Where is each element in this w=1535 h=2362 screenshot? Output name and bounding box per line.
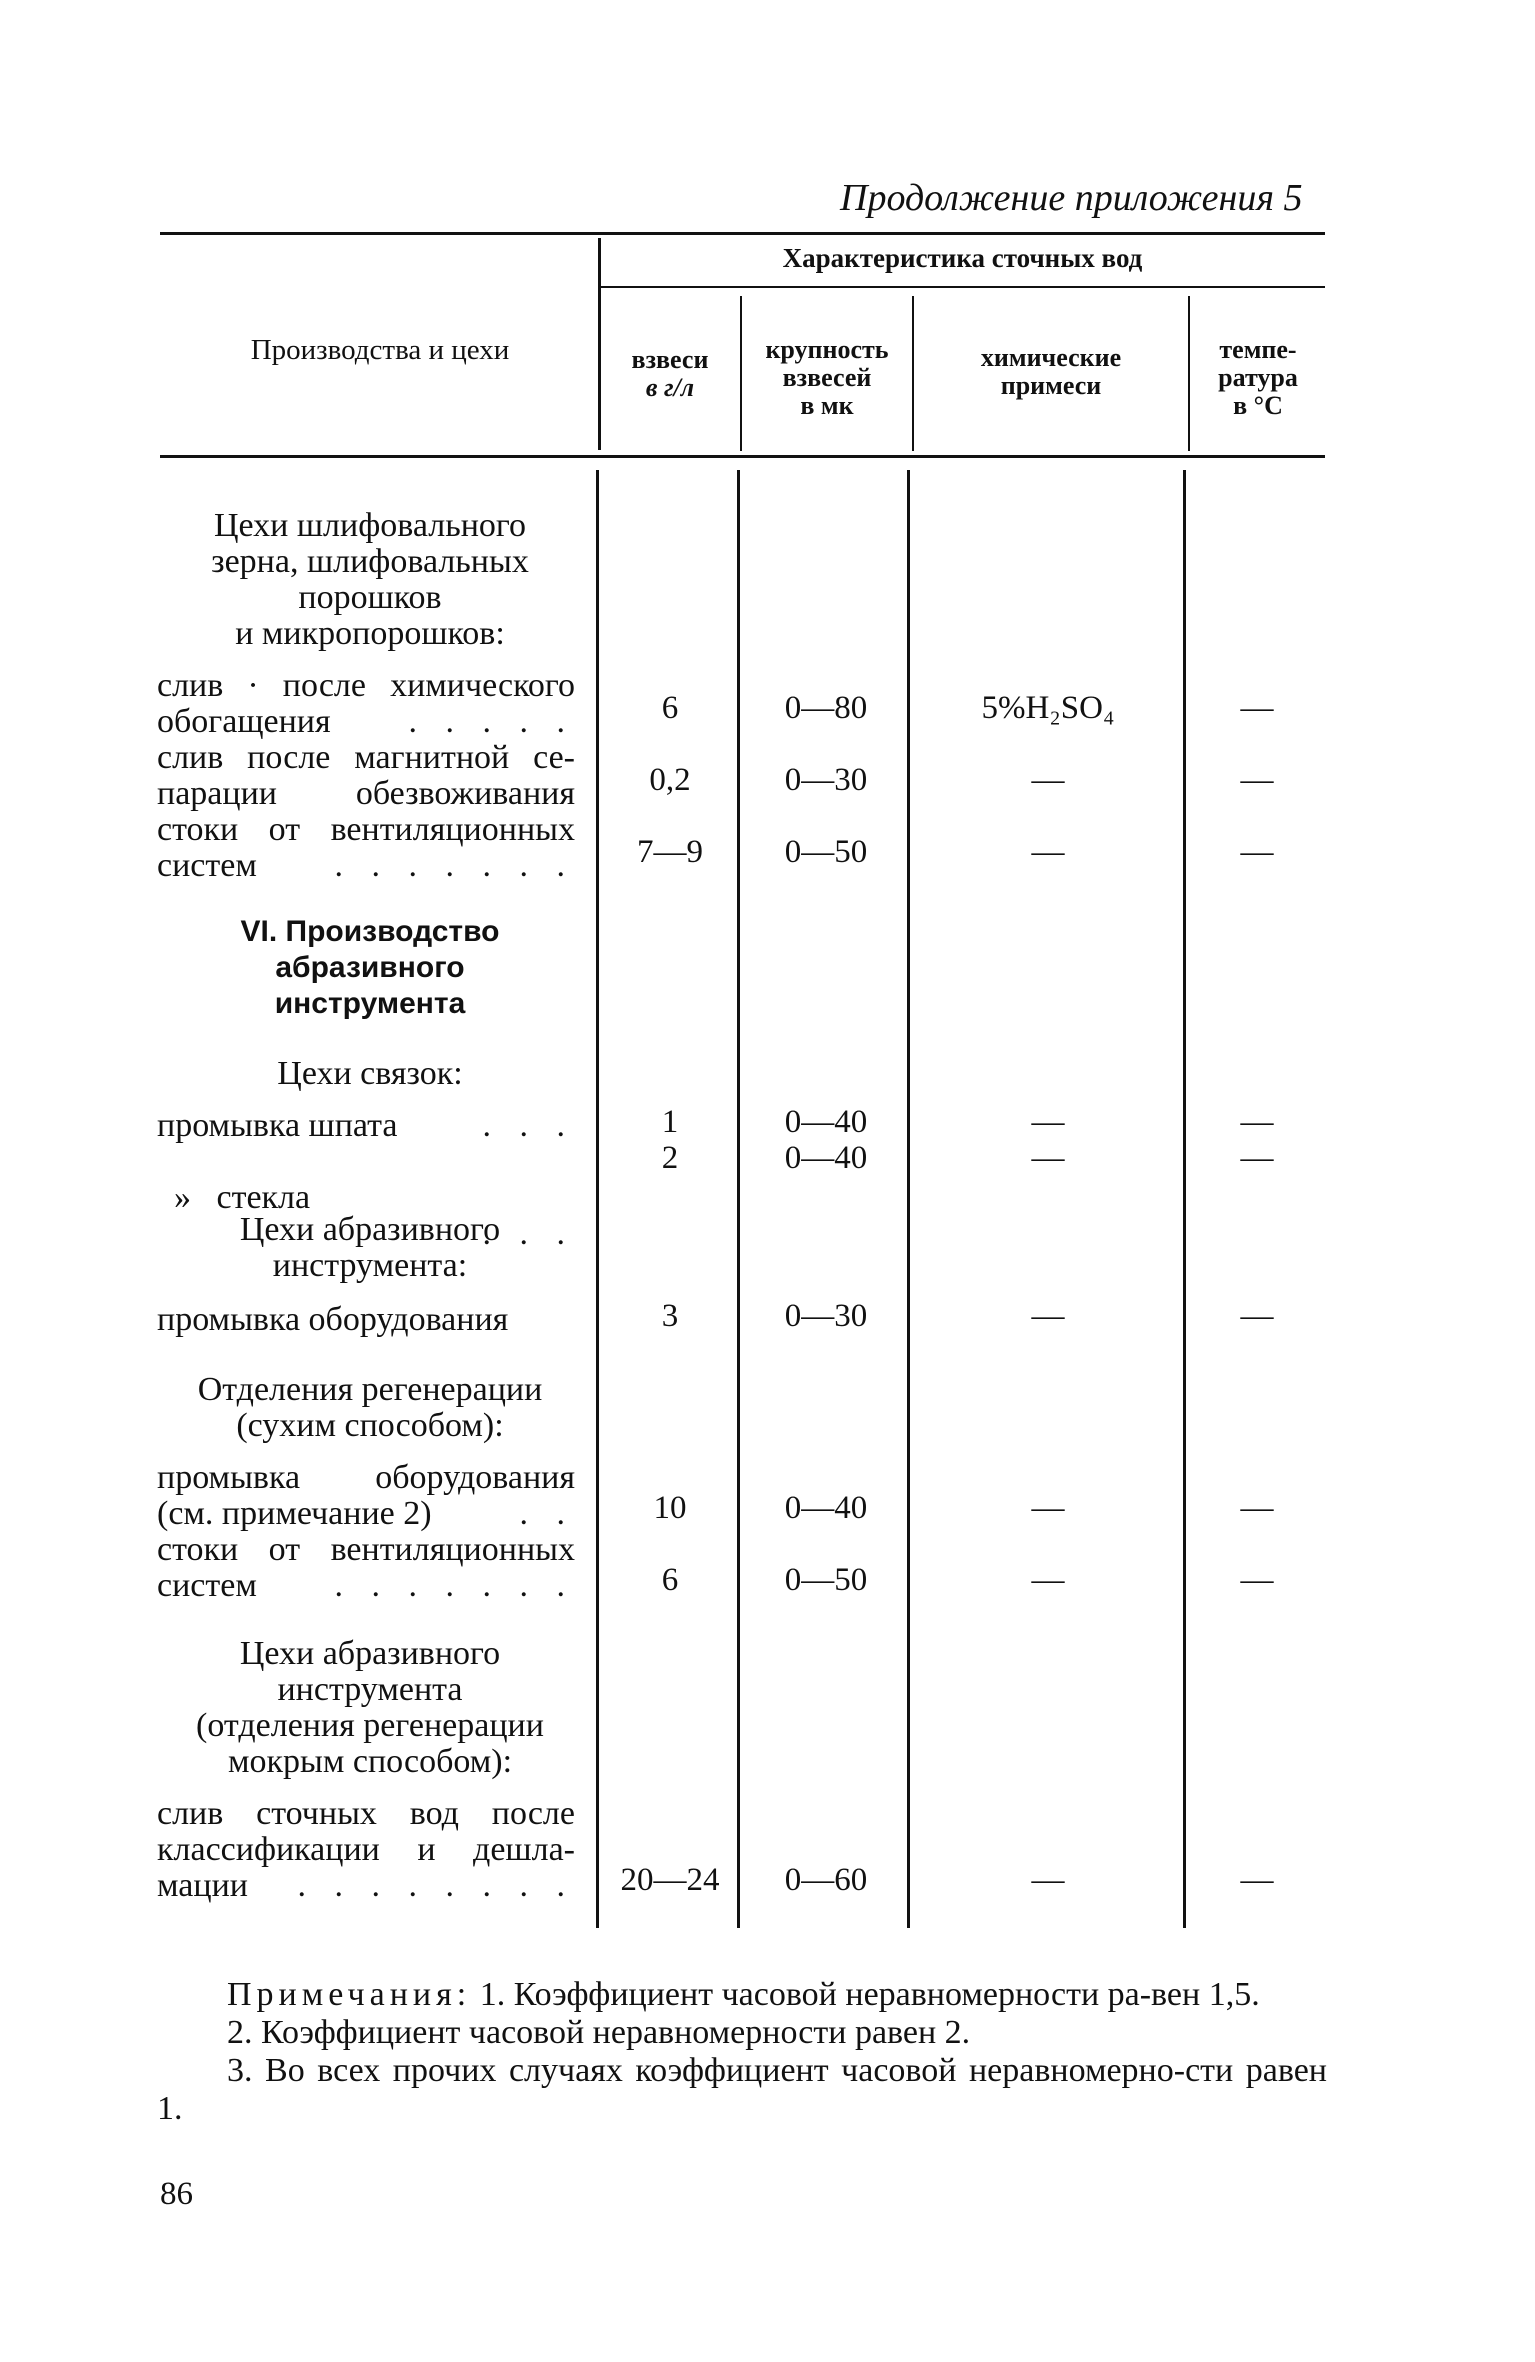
leader-dots: . . . (482, 1215, 575, 1252)
cell-temperature: — (1240, 1104, 1274, 1140)
row-label (157, 740, 575, 812)
row-label (157, 1568, 575, 1604)
row-label-line: систем (157, 1567, 257, 1604)
header-col-suspended-line1: взвеси (631, 345, 709, 374)
notes-lead: Примечания: (227, 1976, 472, 2013)
row-label (157, 1460, 575, 1496)
row-label-line: слив сточных вод после (157, 1795, 575, 1832)
cell-temperature: — (1240, 1562, 1274, 1598)
cell-temperature: — (1240, 1140, 1274, 1176)
row-label (157, 1868, 575, 1904)
cell-suspended: 10 (653, 1490, 687, 1526)
section-title-line: порошков (298, 579, 442, 616)
note-3: 3. Во всех прочих случаях коэффициент часовой неравномерно-сти равен 1. (157, 2052, 1327, 2127)
cell-size: 0—30 (784, 1298, 868, 1334)
section-title-line: инструмента (274, 987, 466, 1020)
subsection-title-line: Отделения регенерации (197, 1371, 543, 1408)
body-divider-2 (907, 470, 910, 1928)
header-col-chemical-line1: химические (980, 343, 1122, 372)
row-label-line: стоки от вентиляционных (157, 811, 575, 848)
subsection-title-line: инструмента (277, 1671, 463, 1708)
note-1 (157, 1976, 1327, 2014)
cell-temperature: — (1240, 1862, 1274, 1898)
header-col-chemical (914, 344, 1188, 400)
cell-size: 0—60 (784, 1862, 868, 1898)
page-caption: Продолжение приложения 5 (840, 177, 1303, 219)
row-label (157, 668, 575, 704)
subsection-title: Цехи связок: (277, 1055, 463, 1092)
subsection-title-line: Цехи абразивного (239, 1635, 501, 1672)
cell-temperature: — (1240, 834, 1274, 870)
notes-block (157, 1976, 1327, 2128)
cell-chemical: — (1031, 1140, 1065, 1176)
cell-temperature: — (1240, 1490, 1274, 1526)
section-title-line: абразивного (275, 951, 465, 984)
cell-temperature: — (1240, 762, 1274, 798)
header-col-temperature-line1: темпе- (1219, 335, 1297, 364)
row-label (157, 1532, 575, 1568)
header-col-size-line3: в мк (800, 391, 854, 420)
leader-dots: . . . . . . . (334, 1567, 575, 1604)
header-col-size-line1: крупность (765, 335, 889, 364)
section-title-line: VI. Производство (240, 915, 500, 948)
cell-size: 0—40 (784, 1104, 868, 1140)
header-production: Производства и цехи (250, 334, 510, 366)
cell-size: 0—30 (784, 762, 868, 798)
row-label-line: стоки от вентиляционных (157, 1531, 575, 1568)
leader-dots: . . . . . . . (334, 847, 575, 884)
leader-dots: . . . . . (408, 703, 575, 740)
cell-chemical: — (1031, 1490, 1065, 1526)
section-title-line: Цехи шлифовального (213, 507, 527, 544)
cell-temperature: — (1240, 1298, 1274, 1334)
subsection-title (160, 1636, 580, 1780)
cell-size: 0—50 (784, 834, 868, 870)
section-title-line: и микропорошков: (235, 615, 505, 652)
cell-suspended: 6 (661, 690, 679, 726)
row-label-line: слив · после химического (157, 667, 575, 704)
body-divider-3 (1183, 470, 1186, 1928)
cell-chemical: — (1031, 1298, 1065, 1334)
table-top-rule (160, 232, 1325, 235)
header-col-chemical-line2: примеси (1000, 371, 1102, 400)
subsection-title (160, 1212, 580, 1284)
cell-suspended: 20—24 (620, 1862, 720, 1898)
cell-suspended: 2 (661, 1140, 679, 1176)
cell-size: 0—50 (784, 1562, 868, 1598)
cell-suspended: 7—9 (637, 834, 703, 870)
cell-suspended: 6 (661, 1562, 679, 1598)
row-label-line: промывка шпата (157, 1107, 398, 1144)
leader-dots: . . . (482, 1107, 575, 1144)
row-label-line: классификации и дешла- (157, 1831, 575, 1868)
row-label-line: » стекла (174, 1179, 311, 1216)
cell-chemical: — (1031, 1862, 1065, 1898)
note-1-text: 1. Коэффициент часовой неравномерности ра-вен 1,5. (479, 1976, 1260, 2013)
cell-size: 0—80 (784, 690, 868, 726)
row-label-line: обогащения (157, 703, 331, 740)
cell-chemical: — (1031, 762, 1065, 798)
row-label (157, 1108, 575, 1144)
header-col-size-line2: взвесей (782, 363, 872, 392)
page-number: 86 (160, 2176, 193, 2212)
row-label-line: систем (157, 847, 257, 884)
header-col-size (742, 336, 912, 420)
row-label-line: промывка оборудования (157, 1459, 575, 1496)
section-title-line: зерна, шлифовальных (211, 543, 529, 580)
row-label-line: мации (157, 1867, 248, 1904)
subsection-title (160, 1372, 580, 1444)
header-col-suspended (600, 346, 740, 402)
section-abrasive-title (160, 914, 580, 1022)
section-grinding-title (160, 508, 580, 652)
cell-size: 0—40 (784, 1490, 868, 1526)
header-bottom-rule (160, 455, 1325, 458)
cell-suspended: 1 (661, 1104, 679, 1140)
cell-chemical: — (1031, 834, 1065, 870)
subsection-title-line: Цехи абразивного (239, 1211, 501, 1248)
cell-suspended: 3 (661, 1298, 679, 1334)
header-col-temperature-line3: в °С (1233, 391, 1283, 420)
row-label (157, 848, 575, 884)
body-divider-1 (737, 470, 740, 1928)
header-group-characteristics: Характеристика сточных вод (782, 243, 1143, 273)
row-label (157, 812, 575, 848)
cell-chemical: — (1031, 1562, 1065, 1598)
body-divider-0 (596, 470, 599, 1928)
cell-chemical: — (1031, 1104, 1065, 1140)
leader-dots: . . . . . . . . (297, 1867, 575, 1904)
cell-suspended: 0,2 (649, 762, 691, 798)
row-label (157, 704, 575, 740)
note-2: 2. Коэффициент часовой неравномерности равен 2. (227, 2014, 971, 2051)
subsection-title-line: инструмента: (272, 1247, 468, 1284)
subsection-title-line: (отделения регенерации (196, 1707, 544, 1744)
header-col-temperature (1190, 336, 1326, 420)
subsection-title-line: (сухим способом): (236, 1407, 504, 1444)
row-label: промывка оборудования (157, 1301, 509, 1338)
subsection-title-line: мокрым способом): (227, 1743, 513, 1780)
cell-temperature: — (1240, 690, 1274, 726)
row-label-line: парации обезвоживания (157, 775, 575, 812)
row-label-line: (см. примечание 2) (157, 1495, 432, 1532)
row-label-line: слив после магнитной се- (157, 739, 575, 776)
group-header-rule (600, 286, 1325, 288)
header-col-suspended-line2: в г/л (645, 373, 695, 402)
row-label (157, 1496, 575, 1532)
leader-dots: . . (519, 1495, 575, 1532)
header-col-temperature-line2: ратура (1218, 363, 1298, 392)
row-label (157, 1796, 575, 1868)
cell-size: 0—40 (784, 1140, 868, 1176)
cell-chemical: 5%H₂SO₄ (981, 690, 1115, 726)
